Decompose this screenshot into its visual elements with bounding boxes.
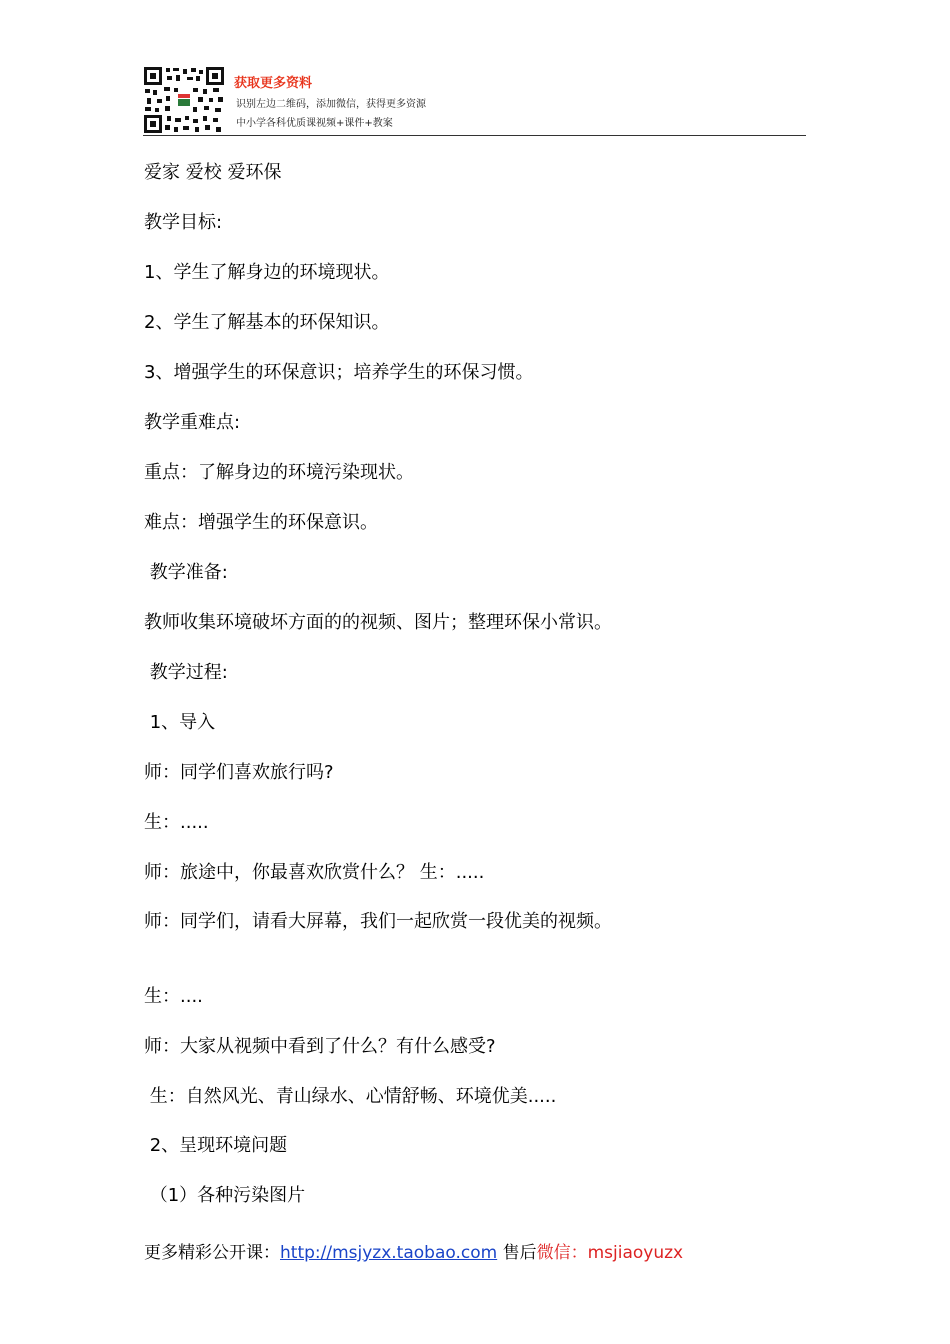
wechat-label: 微信：	[536, 1243, 588, 1263]
section-heading: 1、导入	[144, 712, 216, 733]
dialogue-line: 生：自然风光、青山绿水、心情舒畅、环境优美.....	[144, 1086, 557, 1107]
header-divider	[143, 135, 806, 136]
lesson-title: 爱家 爱校 爱环保	[144, 162, 282, 183]
wechat-id: msjiaoyuzx	[587, 1243, 684, 1263]
page-footer	[144, 1241, 683, 1265]
promo-line-1: 识别左边二维码，添加微信，获得更多资源	[236, 99, 426, 110]
after-sale-label: 售后	[497, 1243, 537, 1263]
preparation-text: 教师收集环境破坏方面的的视频、图片；整理环保小常识。	[144, 612, 612, 633]
promo-line-2: 中小学各科优质课视频+课件+教案	[236, 118, 393, 129]
dialogue-line: 生：.....	[144, 812, 209, 833]
dialogue-line: 生：....	[144, 986, 203, 1007]
preparation-heading: 教学准备:	[144, 562, 228, 583]
store-link[interactable]: http://msjyzx.taobao.com	[280, 1243, 498, 1263]
difficult-point: 难点：增强学生的环保意识。	[144, 512, 378, 533]
promo-title: 获取更多资料	[234, 76, 313, 91]
dialogue-line: 师：大家从视频中看到了什么？有什么感受?	[144, 1036, 496, 1057]
objectives-heading: 教学目标:	[144, 212, 223, 233]
section-heading: 2、呈现环境问题	[144, 1135, 288, 1156]
footer-prefix: 更多精彩公开课：	[144, 1243, 280, 1263]
objective-item: 1、学生了解身边的环境现状。	[144, 262, 390, 283]
key-point: 重点：了解身边的环境污染现状。	[144, 462, 414, 483]
qr-code-image	[143, 66, 225, 134]
process-heading: 教学过程:	[144, 662, 228, 683]
subsection-heading: （1）各种污染图片	[144, 1185, 306, 1206]
key-points-heading: 教学重难点:	[144, 412, 241, 433]
page-header	[143, 66, 806, 138]
dialogue-line: 师：同学们喜欢旅行吗?	[144, 762, 334, 783]
objective-item: 3、增强学生的环保意识；培养学生的环保习惯。	[144, 362, 534, 383]
dialogue-line: 师：同学们，请看大屏幕，我们一起欣赏一段优美的视频。	[144, 911, 612, 932]
dialogue-line: 师：旅途中，你最喜欢欣赏什么？ 生：.....	[144, 862, 485, 883]
objective-item: 2、学生了解基本的环保知识。	[144, 312, 390, 333]
